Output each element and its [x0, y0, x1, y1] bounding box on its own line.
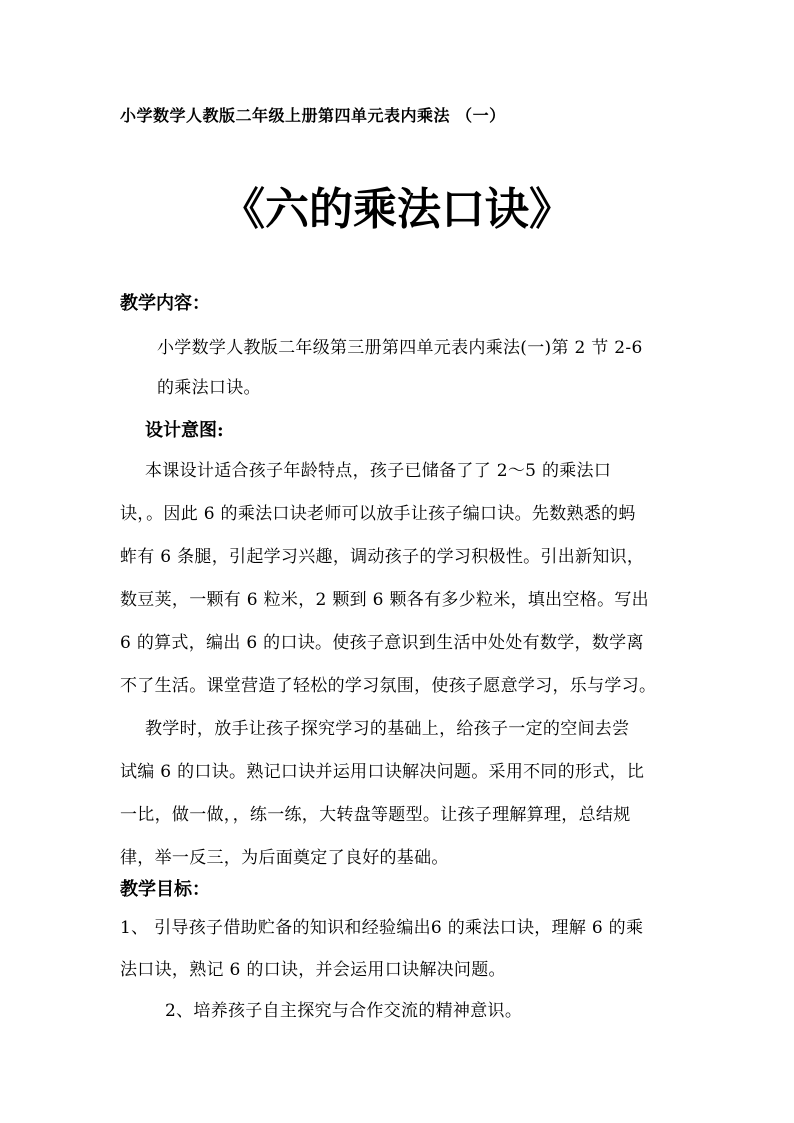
- content-line: 小学数学人教版二年级第三册第四单元表内乘法(一)第 2 节 2-6: [157, 338, 643, 358]
- design-paragraph-line: 律，举一反三，为后面奠定了良好的基础。: [120, 848, 449, 868]
- document-subtitle: 小学数学人教版二年级上册第四单元表内乘法 （一）: [120, 106, 506, 125]
- goal-line: 1、 引导孩子借助贮备的知识和经验编出6 的乘法口诀，理解 6 的乘: [120, 918, 644, 938]
- goal-line: 法口诀，熟记 6 的口诀，并会运用口诀解决问题。: [120, 960, 506, 980]
- design-paragraph-line: 试编 6 的口诀。熟记口诀并运用口诀解决问题。采用不同的形式，比: [120, 762, 645, 782]
- design-paragraph-line: 蚱有 6 条腿，引起学习兴趣，调动孩子的学习积极性。引出新知识，: [120, 547, 645, 567]
- design-paragraph-line: 不了生活。课堂营造了轻松的学习氛围，使孩子愿意学习，乐与学习。: [120, 676, 657, 696]
- design-paragraph-line: 本课设计适合孩子年龄特点，孩子已储备了了 2～5 的乘法口: [145, 461, 612, 481]
- design-paragraph-line: 诀，。因此 6 的乘法口诀老师可以放手让孩子编口诀。先数熟悉的蚂: [120, 504, 636, 524]
- goals-heading: 教学目标：: [120, 879, 210, 900]
- design-paragraph-line: 6 的算式，编出 6 的口诀。使孩子意识到生活中处处有数学，数学离: [120, 633, 644, 653]
- design-paragraph-line: 教学时，放手让孩子探究学习的基础上，给孩子一定的空间去尝: [145, 719, 630, 739]
- design-paragraph-line: 数豆荚，一颗有 6 粒米，2 颗到 6 颗各有多少粒米，填出空格。写出: [120, 590, 649, 610]
- content-line: 的乘法口诀。: [157, 378, 261, 398]
- content-heading: 教学内容：: [120, 293, 210, 314]
- document-title: 《六的乘法口诀》: [221, 184, 573, 235]
- design-heading: 设计意图:: [145, 420, 224, 441]
- goal-line: 2、培养孩子自主探究与合作交流的精神意识。: [165, 1001, 523, 1021]
- design-paragraph-line: 一比，做一做，，练一练，大转盘等题型。让孩子理解算理，总结规: [120, 805, 631, 825]
